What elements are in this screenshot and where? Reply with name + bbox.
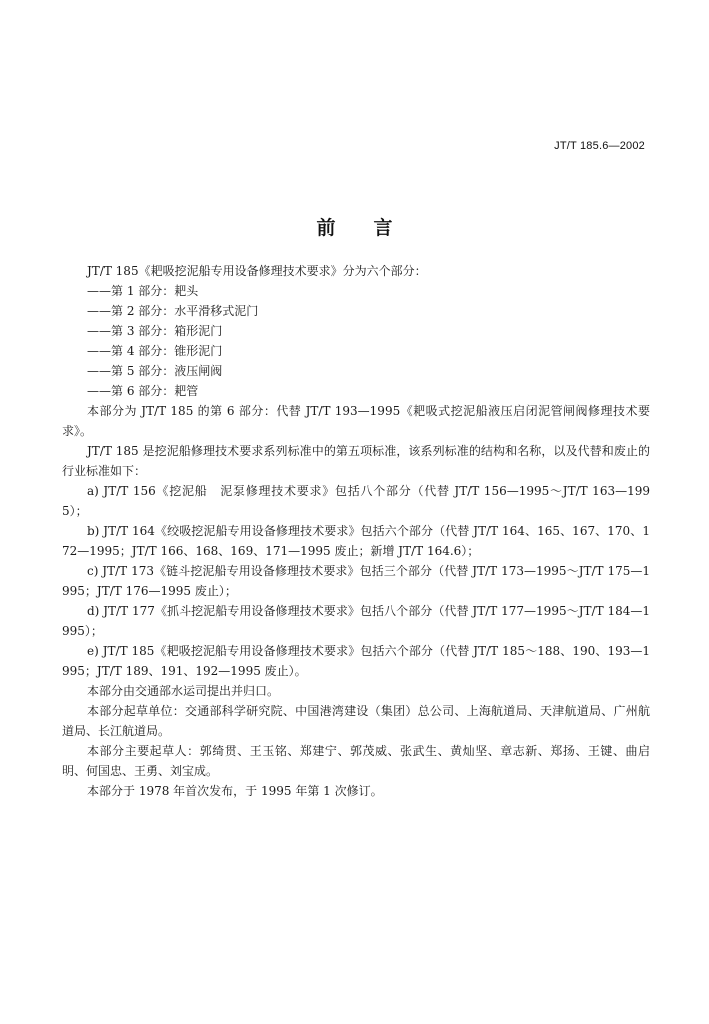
replace-paragraph: 本部分为 JT/T 185 的第 6 部分：代替 JT/T 193—1995《耙吸式挖泥船液压启闭泥管闸阀修理技术要求》。 [62, 404, 650, 438]
series-item-b: b) JT/T 164《绞吸挖泥船专用设备修理技术要求》包括六个部分（代替 JT/T 164、165、167、170、172—1995；JT/T 166、168、169、171—1995 废止；新增 JT/T 164.6）； [62, 524, 650, 558]
intro-paragraph: JT/T 185《耙吸挖泥船专用设备修理技术要求》分为六个部分： [87, 264, 427, 278]
drafters-paragraph: 本部分主要起草人：郭绮贯、王玉铭、郑建宁、郭茂威、张武生、黄灿坚、章志新、郑扬、王键、曲启明、何国忠、王勇、刘宝成。 [62, 744, 650, 778]
proposed-by-paragraph: 本部分由交通部水运司提出并归口。 [87, 684, 280, 698]
standard-code: JT/T 185.6—2002 [554, 140, 645, 152]
series-item-e: e) JT/T 185《耙吸挖泥船专用设备修理技术要求》包括六个部分（代替 JT/T 185～188、190、193—1995；JT/T 189、191、192—1995 废止）。 [62, 644, 650, 678]
part-item-4: ——第 4 部分：锥形泥门 [87, 344, 223, 358]
page-title: 前言 [316, 217, 431, 239]
part-item-2: ——第 2 部分：水平滑移式泥门 [87, 304, 259, 318]
series-paragraph: JT/T 185 是挖泥船修理技术要求系列标准中的第五项标准，该系列标准的结构和名称，以及代替和废止的行业标准如下： [62, 444, 650, 478]
history-paragraph: 本部分于 1978 年首次发布，于 1995 年第 1 次修订。 [87, 784, 383, 798]
series-item-c: c) JT/T 173《链斗挖泥船专用设备修理技术要求》包括三个部分（代替 JT/T 173—1995～JT/T 175—1995；JT/T 176—1995 废止）； [62, 564, 650, 598]
foreword-body [62, 261, 650, 801]
part-item-5: ——第 5 部分：液压闸阀 [87, 364, 223, 378]
part-item-3: ——第 3 部分：箱形泥门 [87, 324, 223, 338]
drafting-units-paragraph: 本部分起草单位：交通部科学研究院、中国港湾建设（集团）总公司、上海航道局、天津航道局、广州航道局、长江航道局。 [62, 704, 650, 738]
series-item-d: d) JT/T 177《抓斗挖泥船专用设备修理技术要求》包括八个部分（代替 JT/T 177—1995～JT/T 184—1995）； [62, 604, 650, 638]
part-list [62, 281, 650, 401]
part-item-6: ——第 6 部分：耙管 [87, 384, 199, 398]
part-item-1: ——第 1 部分：耙头 [87, 284, 199, 298]
series-item-a: a) JT/T 156《挖泥船 泥泵修理技术要求》包括八个部分（代替 JT/T 156—1995～JT/T 163—1995）； [62, 484, 650, 518]
